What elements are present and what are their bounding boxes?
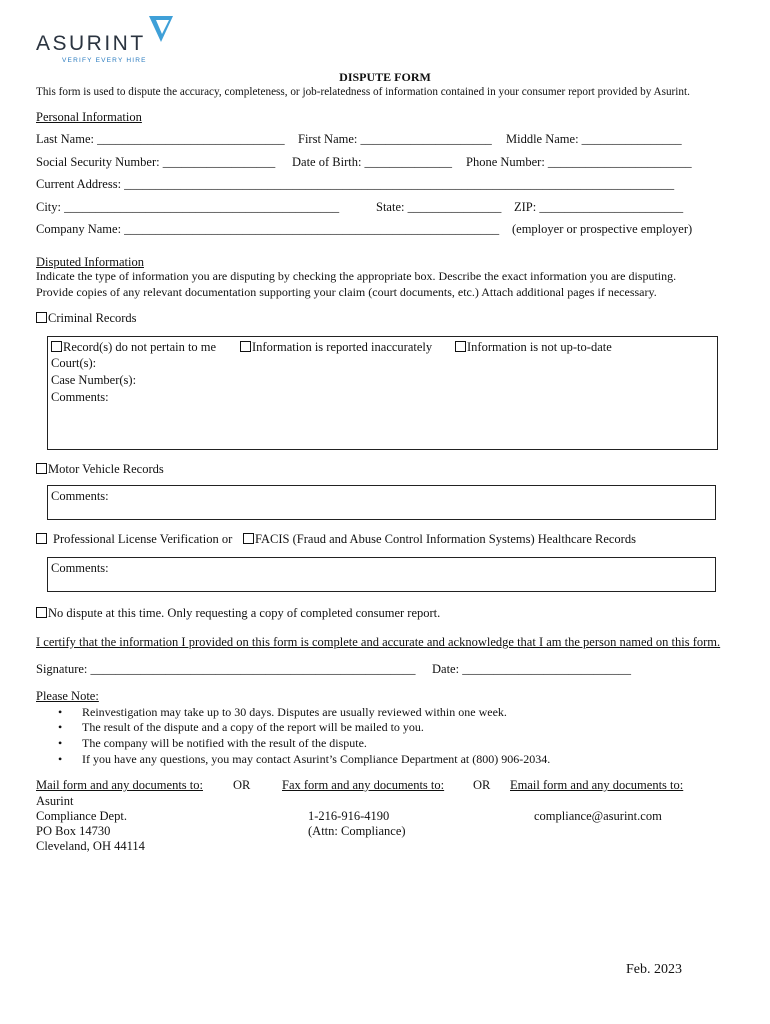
email-address[interactable]: compliance@asurint.com: [534, 809, 662, 823]
state-field[interactable]: State: _______________: [376, 200, 502, 214]
fax-attention: (Attn: Compliance): [308, 824, 406, 838]
criminal-records-checkbox[interactable]: [36, 312, 47, 323]
note-item: • If you have any questions, you may contact Asurint’s Compliance Department at (800) 906-2034.: [58, 752, 551, 766]
not-up-to-date-label: Information is not up-to-date: [467, 340, 612, 354]
last-name-field[interactable]: Last Name: ______________________________: [36, 132, 285, 146]
please-note-heading: Please Note:: [36, 689, 99, 703]
mail-address-line: Asurint: [36, 794, 74, 808]
inaccurate-label: Information is reported inaccurately: [252, 340, 433, 354]
form-intro: This form is used to dispute the accuracy, completeness, or job-relatedness of information contained in your consumer report provided by Asurint.: [36, 86, 690, 98]
logo-mark-icon: [147, 14, 175, 46]
inaccurate-checkbox[interactable]: [240, 341, 251, 352]
dob-field[interactable]: Date of Birth: ______________: [292, 155, 453, 169]
facis-label: FACIS (Fraud and Abuse Control Information Systems) Healthcare Records: [255, 532, 636, 546]
zip-field[interactable]: ZIP: _______________________: [514, 200, 684, 214]
license-label: Professional License Verification or: [53, 532, 233, 546]
no-dispute-checkbox[interactable]: [36, 607, 47, 618]
not-pertain-label: Record(s) do not pertain to me: [63, 340, 217, 354]
city-field[interactable]: City: ____________________________________________: [36, 200, 340, 214]
first-name-field[interactable]: First Name: _____________________: [298, 132, 492, 146]
or-separator: OR: [233, 778, 251, 792]
motor-comments-box[interactable]: [47, 485, 716, 520]
license-checkbox[interactable]: [36, 533, 47, 544]
facis-option[interactable]: [243, 532, 636, 547]
email-heading: Email form and any documents to:: [510, 778, 684, 792]
motor-comments-label: Comments:: [51, 489, 109, 503]
license-comments-label: Comments:: [51, 561, 109, 575]
disputed-instructions-1: Indicate the type of information you are disputing by checking the appropriate box. Describe the exact information you are disputing.: [36, 269, 677, 283]
asurint-logo: [36, 14, 176, 66]
criminal-records-option[interactable]: [36, 311, 137, 326]
no-dispute-label: No dispute at this time. Only requesting a copy of completed consumer report.: [48, 606, 441, 620]
case-number-field[interactable]: Case Number(s):: [51, 373, 137, 387]
address-field[interactable]: Current Address: ________________________________________________________________________________________: [36, 177, 675, 191]
mail-address-line: Cleveland, OH 44114: [36, 839, 145, 853]
inaccurate-option[interactable]: [240, 340, 432, 355]
license-comments-box[interactable]: [47, 557, 716, 592]
fax-heading: Fax form and any documents to:: [282, 778, 445, 792]
or-separator: OR: [473, 778, 491, 792]
form-title: DISPUTE FORM: [339, 70, 431, 84]
note-item: • The result of the dispute and a copy of the report will be mailed to you.: [58, 720, 424, 734]
signature-field[interactable]: Signature: ____________________________________________________: [36, 662, 416, 676]
certification-statement: I certify that the information I provided on this form is complete and accurate and acknowledge that I am the person named on this form.: [36, 635, 721, 649]
note-item: • Reinvestigation may take up to 30 days. Disputes are usually reviewed within one week.: [58, 705, 507, 719]
facis-checkbox[interactable]: [243, 533, 254, 544]
fax-number: 1-216-916-4190: [308, 809, 390, 823]
footer-date: Feb. 2023: [626, 962, 682, 977]
mail-address-line: Compliance Dept.: [36, 809, 127, 823]
logo-wordmark: ASURINT: [36, 32, 146, 55]
courts-field[interactable]: Court(s):: [51, 356, 97, 370]
mail-address-line: PO Box 14730: [36, 824, 111, 838]
motor-vehicle-option[interactable]: [36, 462, 164, 477]
criminal-comments-field[interactable]: Comments:: [51, 390, 109, 404]
personal-info-heading: Personal Information: [36, 110, 142, 124]
not-pertain-checkbox[interactable]: [51, 341, 62, 352]
not-pertain-option[interactable]: [51, 340, 216, 355]
not-up-to-date-checkbox[interactable]: [455, 341, 466, 352]
mail-heading: Mail form and any documents to:: [36, 778, 203, 792]
license-option[interactable]: [36, 532, 232, 547]
phone-field[interactable]: Phone Number: _______________________: [466, 155, 692, 169]
company-note: (employer or prospective employer): [512, 222, 693, 236]
criminal-records-label: Criminal Records: [48, 311, 137, 325]
middle-name-field[interactable]: Middle Name: ________________: [506, 132, 682, 146]
motor-vehicle-checkbox[interactable]: [36, 463, 47, 474]
note-item: • The company will be notified with the result of the dispute.: [58, 736, 367, 750]
logo-tagline: VERIFY EVERY HIRE: [62, 57, 147, 64]
motor-vehicle-label: Motor Vehicle Records: [48, 462, 164, 476]
disputed-instructions-2: Provide copies of any relevant documentation supporting your claim (court documents, etc.) Attach additional pages if necessary.: [36, 285, 657, 299]
not-up-to-date-option[interactable]: [455, 340, 612, 355]
disputed-info-heading: Disputed Information: [36, 255, 144, 269]
no-dispute-option[interactable]: [36, 606, 440, 621]
company-field[interactable]: Company Name: ____________________________________________________________: [36, 222, 500, 236]
date-field[interactable]: Date: ___________________________: [432, 662, 631, 676]
ssn-field[interactable]: Social Security Number: __________________: [36, 155, 276, 169]
